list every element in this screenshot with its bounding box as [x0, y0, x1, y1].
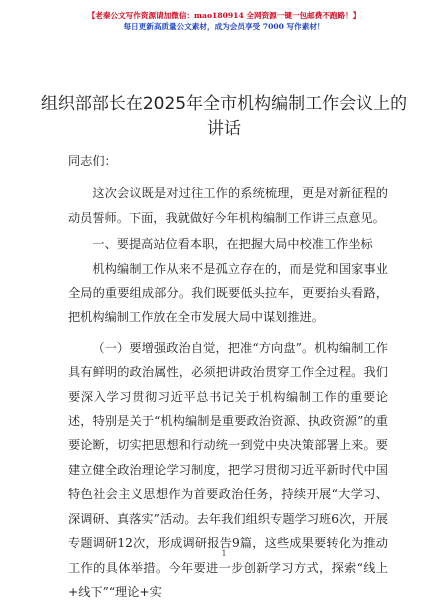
banner-line-membership: 每日更新高质量公文素材，成为会员享受 7000 写作素材！: [123, 22, 325, 31]
page-number: 1: [221, 549, 227, 558]
intro-paragraph: 这次会议既是对过往工作的系统梳理，更是对新征程的动员誓师。下面，我就做好今年机构编制工作讲三点意见。: [68, 186, 388, 225]
header-banner: [0, 10, 448, 32]
subsection-paragraph: （一）要增强政治自觉，把准“方向盘”。机构编制工作具有鲜明的政治属性，必须把讲政治贯穿工作全过程。我们要深入学习贯彻习近平总书记关于机构编制工作的重要论述，特别是关于“机构编制是重要政治资源、执政资源”的重要论断，切实把思想和行动统一到党中央决策部署上来。要建立健全政治理论学习制度，把学习贯彻习近平新时代中国特色社会主义思想作为首要政治任务，持续开展“大学习、深调研、真落实”活动。去年我们组织专题学习班6次，开展专题调研12次，形成调研报告9篇，这些成果要转化为推动工作的具体举措。今年要进一步创新学习方式，探索“线上+线下”“理论+实: [68, 340, 388, 599]
greeting: 同志们：: [68, 154, 117, 168]
section-heading: 一、要提高站位看本职，在把握大局中校准工作坐标: [92, 237, 373, 252]
document-title: 组织部部长在2025年全市机构编制工作会议上的讲话: [40, 94, 408, 139]
body-paragraph: 机构编制工作从来不是孤立存在的，而是党和国家事业全局的重要组成部分。我们既要低头拉车，更要抬头看路，把机构编制工作放在全市发展大局中谋划推进。: [68, 261, 388, 325]
banner-line-promo: 【老秦公文写作资源请加微信：mao180914 全网资源一键一包邮费不跑路！】: [87, 11, 361, 20]
document-body: [68, 149, 388, 604]
